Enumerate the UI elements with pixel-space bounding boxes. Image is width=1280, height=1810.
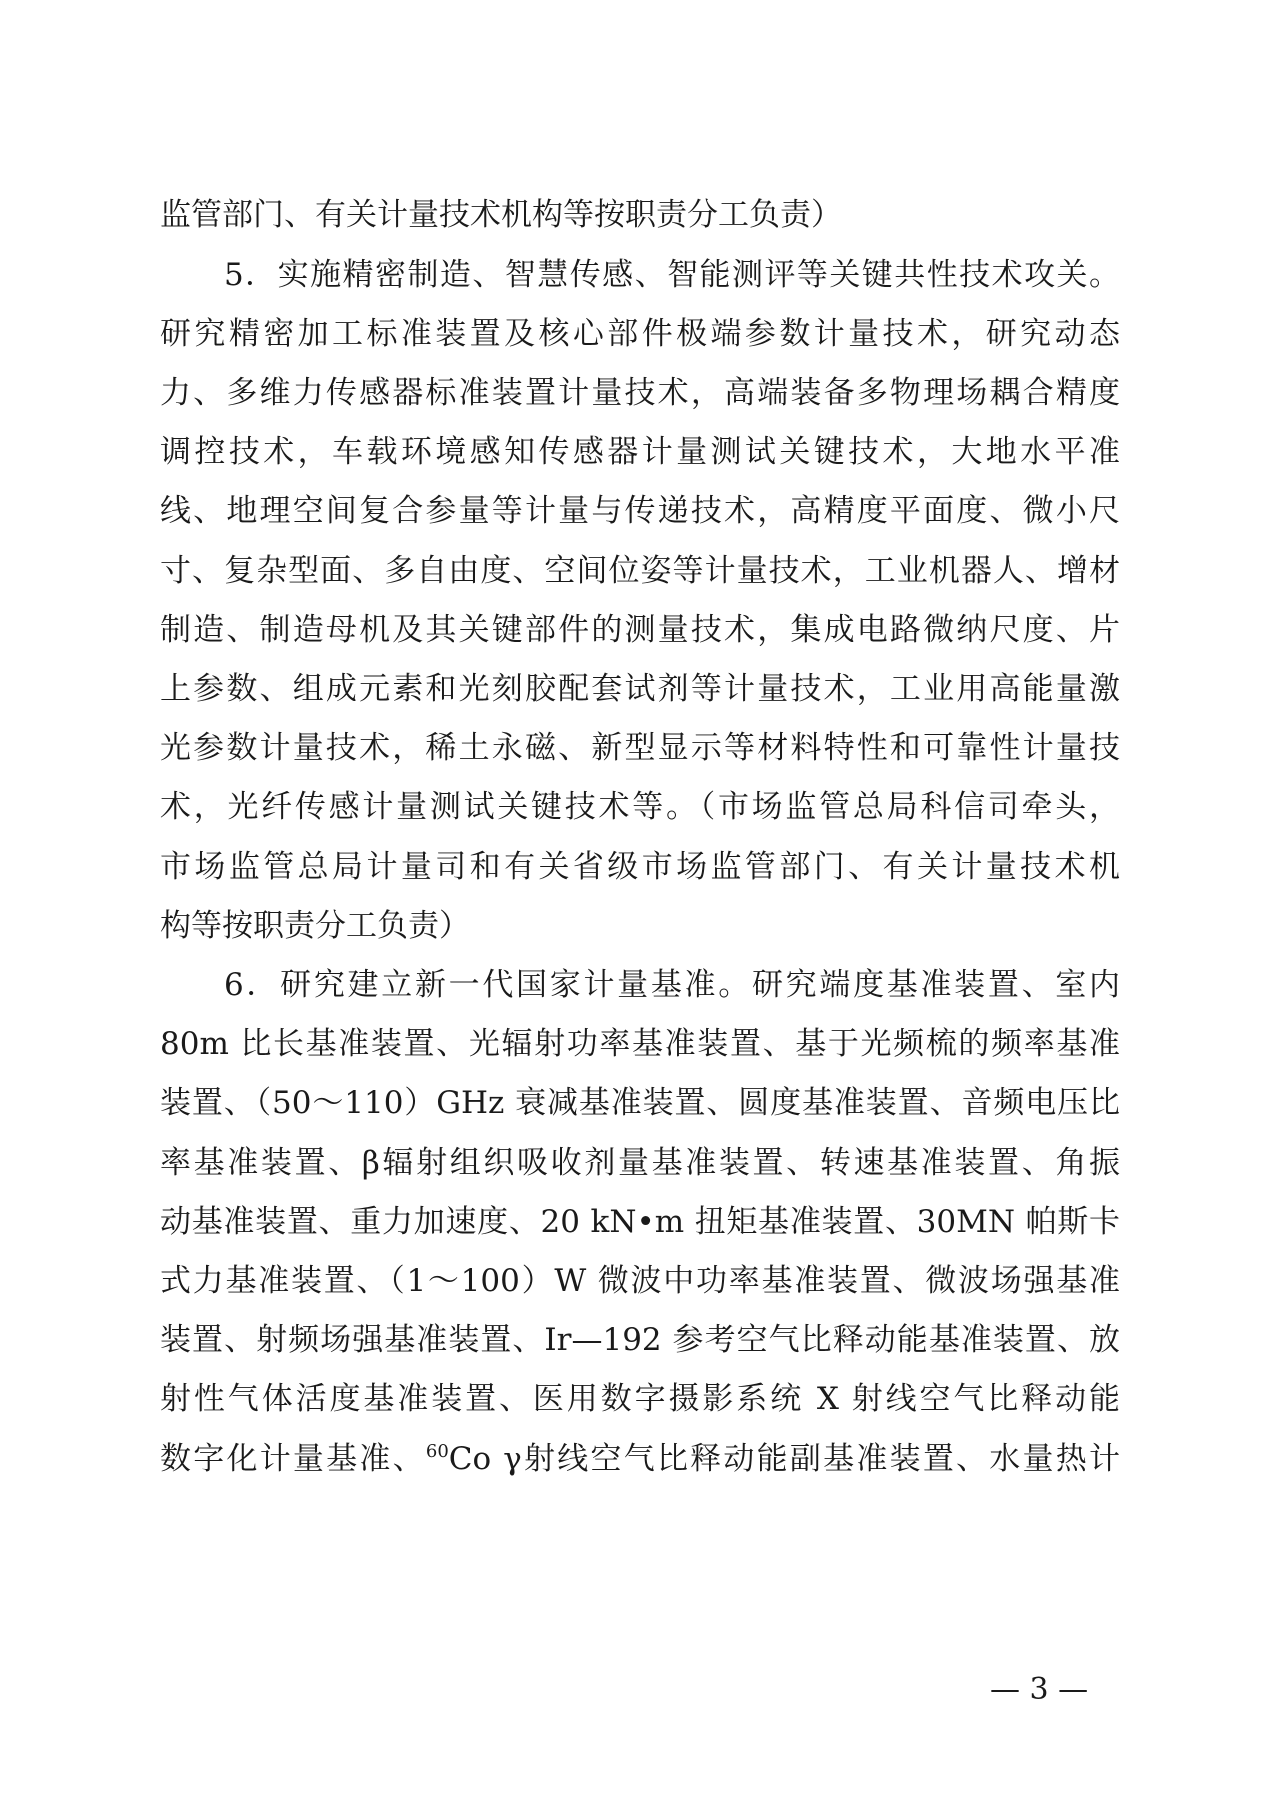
text-line: 装置、（50～110）GHz 衰减基准装置、圆度基准装置、音频电压比	[160, 1085, 1120, 1121]
text-line: 6．研究建立新一代国家计量基准。研究端度基准装置、室内	[224, 967, 1120, 1003]
text-line: 监管部门、有关计量技术机构等按职责分工负责）	[160, 197, 842, 233]
text-line: 构等按职责分工负责）	[160, 908, 470, 944]
text-line: 市场监管总局计量司和有关省级市场监管部门、有关计量技术机	[160, 849, 1120, 885]
text-line: 率基准装置、β辐射组织吸收剂量基准装置、转速基准装置、角振	[160, 1145, 1120, 1181]
text-segment: 数字化计量基准、	[160, 1441, 426, 1477]
text-line: 式力基准装置、（1～100）W 微波中功率基准装置、微波场强基准	[160, 1263, 1120, 1299]
text-line: 装置、射频场强基准装置、Ir—192 参考空气比释动能基准装置、放	[160, 1322, 1120, 1358]
text-line: 5．实施精密制造、智慧传感、智能测评等关键共性技术攻关。	[224, 257, 1120, 293]
text-line: 80m 比长基准装置、光辐射功率基准装置、基于光频梳的频率基准	[160, 1026, 1120, 1062]
text-line: 调控技术，车载环境感知传感器计量测试关键技术，大地水平准	[160, 434, 1120, 470]
text-line: 动基准装置、重力加速度、20 kN•m 扭矩基准装置、30MN 帕斯卡	[160, 1204, 1120, 1240]
text-line: 射性气体活度基准装置、医用数字摄影系统 X 射线空气比释动能	[160, 1381, 1120, 1417]
text-line: 制造、制造母机及其关键部件的测量技术，集成电路微纳尺度、片	[160, 612, 1120, 648]
text-line-with-superscript	[160, 1429, 1120, 1489]
text-line: 寸、复杂型面、多自由度、空间位姿等计量技术，工业机器人、增材	[160, 553, 1120, 589]
text-line: 上参数、组成元素和光刻胶配套试剂等计量技术，工业用高能量激	[160, 671, 1120, 707]
page-number: — 3 —	[990, 1672, 1089, 1707]
text-line: 研究精密加工标准装置及核心部件极端参数计量技术，研究动态	[160, 316, 1120, 352]
text-line: 术，光纤传感计量测试关键技术等。（市场监管总局科信司牵头，	[160, 789, 1120, 825]
text-line: 光参数计量技术，稀土永磁、新型显示等材料特性和可靠性计量技	[160, 730, 1120, 766]
text-segment: Co γ射线空气比释动能副基准装置、水量热计	[448, 1441, 1120, 1477]
text-line: 力、多维力传感器标准装置计量技术，高端装备多物理场耦合精度	[160, 375, 1120, 411]
isotope-superscript: 60	[425, 1441, 449, 1462]
text-line: 线、地理空间复合参量等计量与传递技术，高精度平面度、微小尺	[160, 493, 1120, 529]
